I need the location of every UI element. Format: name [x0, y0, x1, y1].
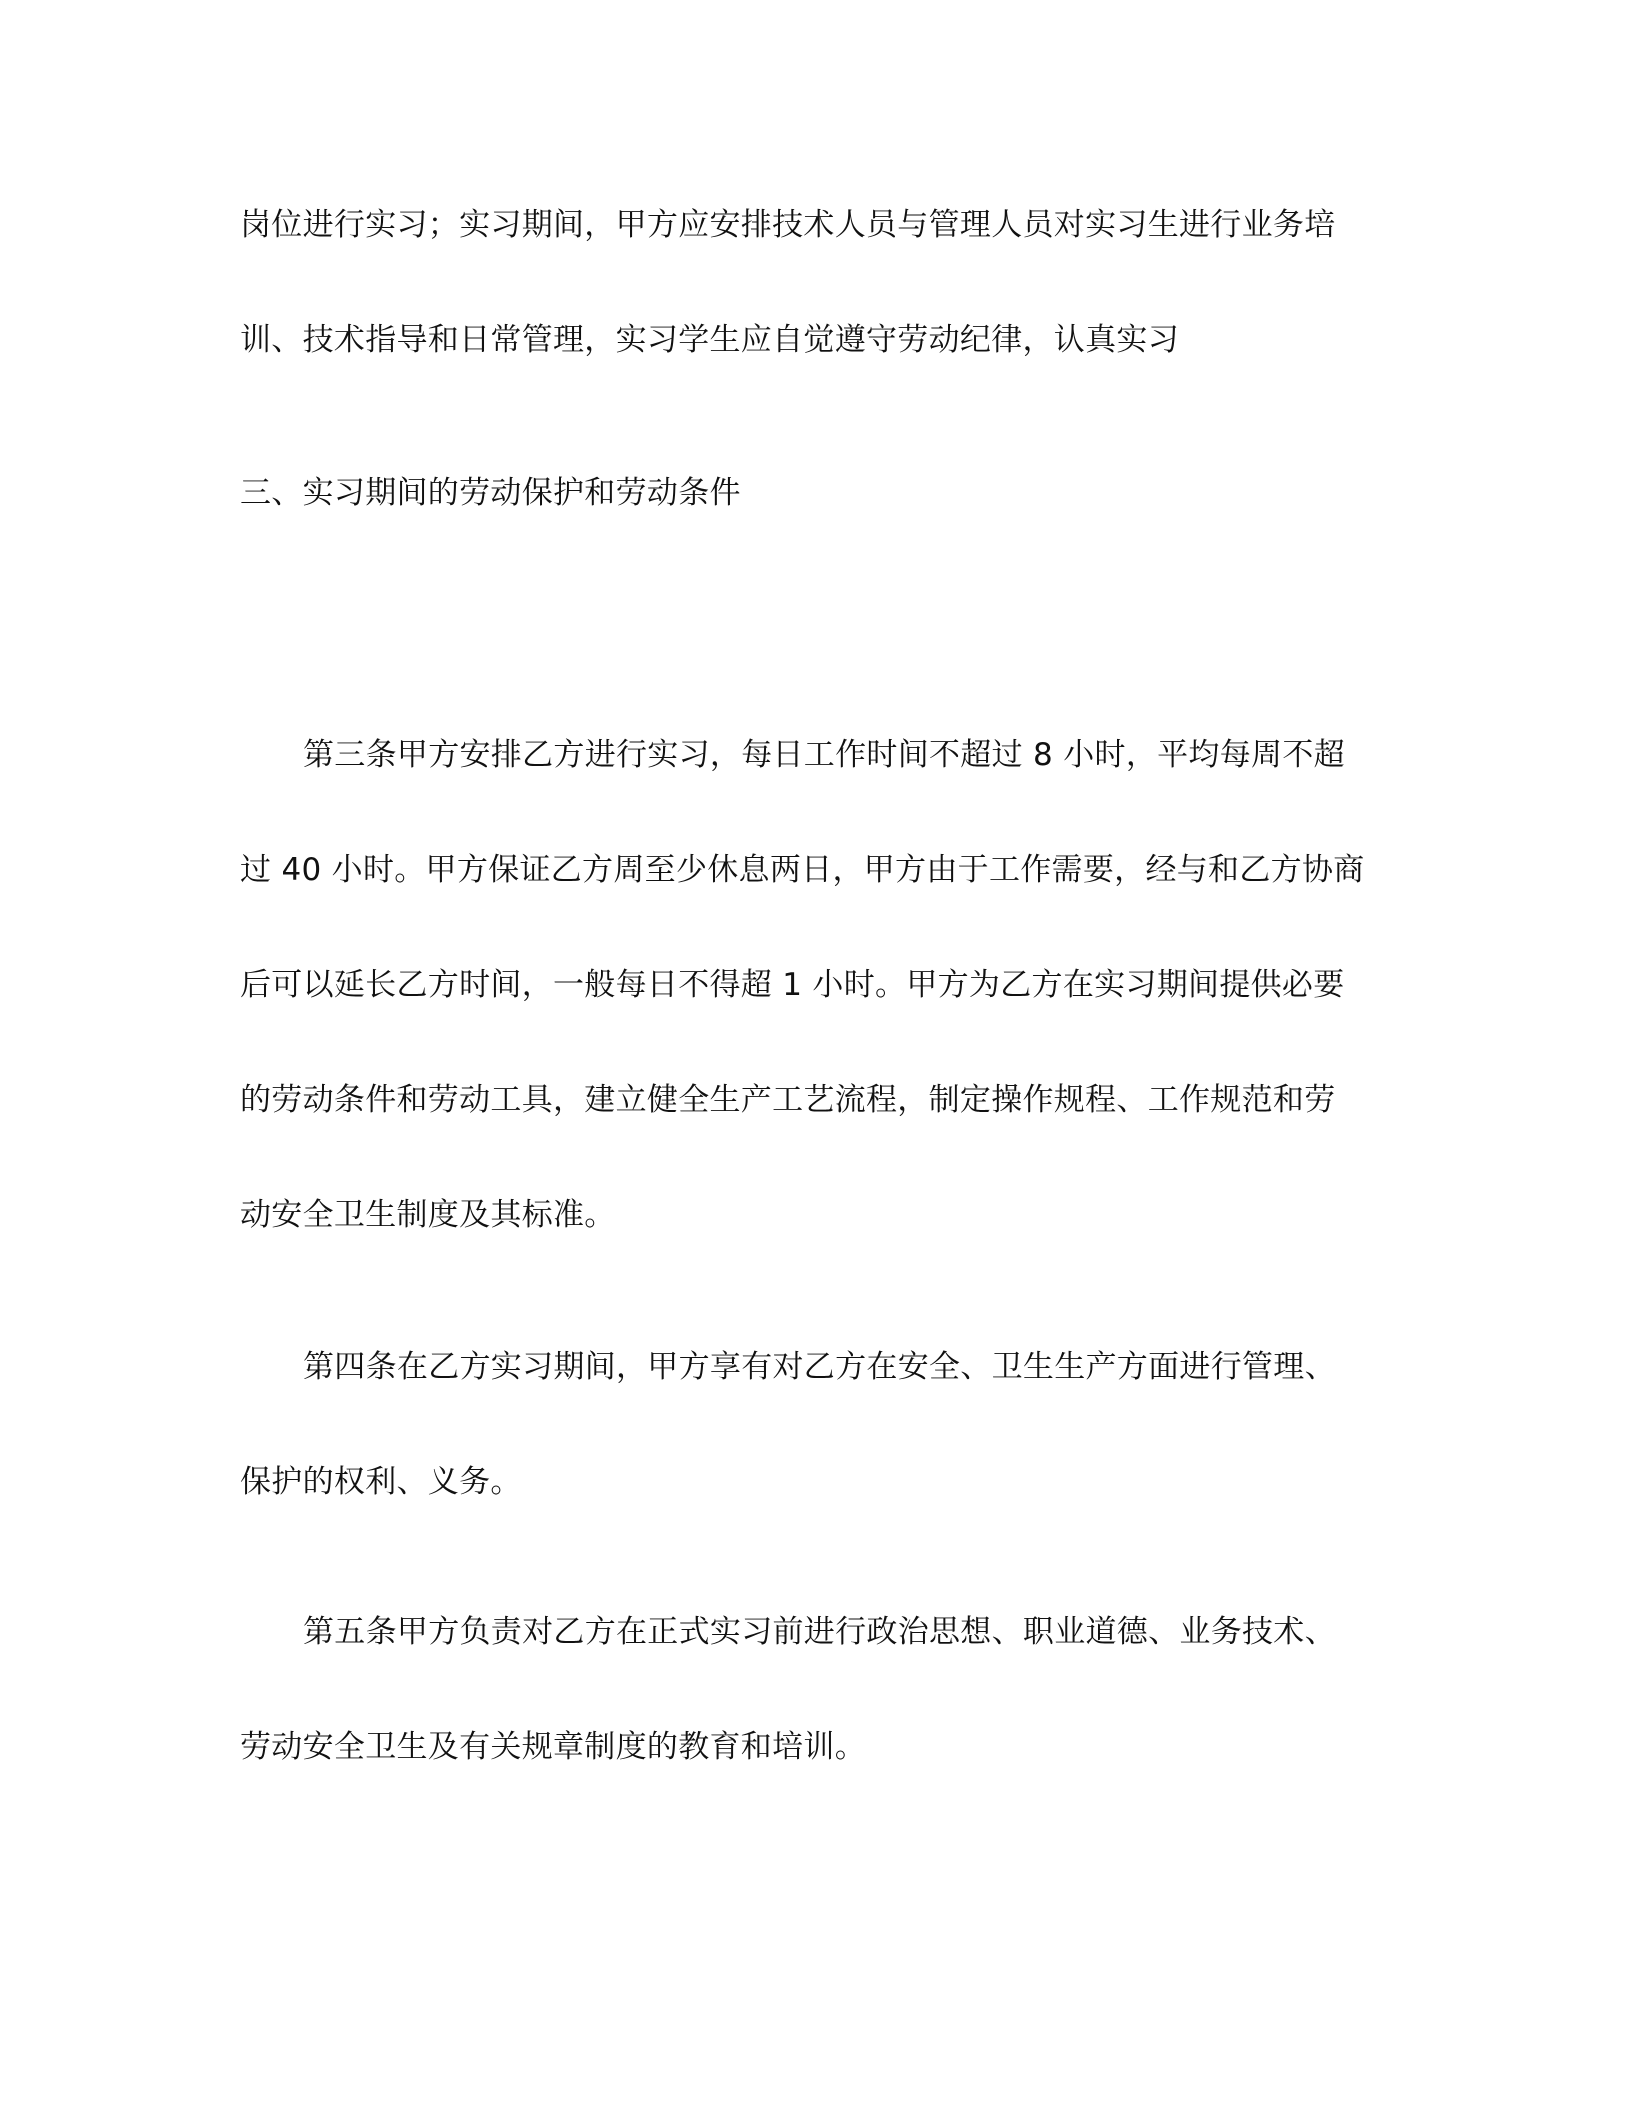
article-4-line-2: 保护的权利、义务。 [240, 1464, 522, 1500]
article-3-line-5: 动安全卫生制度及其标准。 [240, 1197, 616, 1233]
article-3-line-3: 后可以延长乙方时间，一般每日不得超 1 小时。甲方为乙方在实习期间提供必要 [240, 967, 1345, 1003]
article-3-line-1: 第三条甲方安排乙方进行实习，每日工作时间不超过 8 小时，平均每周不超 [303, 737, 1345, 773]
article-3-line-2: 过 40 小时。甲方保证乙方周至少休息两日，甲方由于工作需要，经与和乙方协商 [240, 852, 1365, 888]
article-4-line-1: 第四条在乙方实习期间，甲方享有对乙方在安全、卫生生产方面进行管理、 [303, 1349, 1336, 1385]
continuation-line-1: 岗位进行实习；实习期间，甲方应安排技术人员与管理人员对实习生进行业务培 [240, 207, 1336, 243]
article-3-line-4: 的劳动条件和劳动工具，建立健全生产工艺流程，制定操作规程、工作规范和劳 [240, 1082, 1336, 1118]
article-5-line-2: 劳动安全卫生及有关规章制度的教育和培训。 [240, 1729, 866, 1765]
article-5-line-1: 第五条甲方负责对乙方在正式实习前进行政治思想、职业道德、业务技术、 [303, 1614, 1336, 1650]
continuation-line-2: 训、技术指导和日常管理，实习学生应自觉遵守劳动纪律，认真实习 [240, 322, 1179, 358]
section-heading: 三、实习期间的劳动保护和劳动条件 [240, 475, 741, 511]
